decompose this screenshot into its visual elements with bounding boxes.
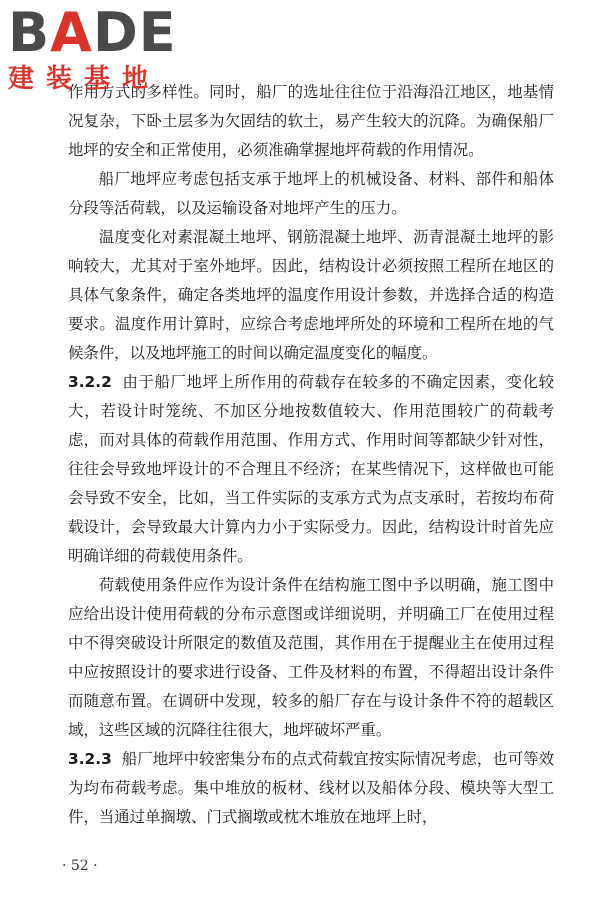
paragraph-3: 温度变化对素混凝土地坪、钢筋混凝土地坪、沥青混凝土地坪的影响较大，尤其对于室外地坪。因此，结构设计必须按照工程所在地区的具体气象条件，确定各类地坪的温度作用设计参数，并选择合适的构造要求。温度作用计算时，应综合考虑地坪所处的环境和工程所在地的气候条件，以及地坪施工的时间以确定温度变化的幅度。 [68, 228, 554, 362]
paragraph-1: 作用方式的多样性。同时，船厂的选址往往位于沿海沿江地区，地基情况复杂，下卧土层多为欠固结的软土，易产生较大的沉降。为确保船厂地坪的安全和正常使用，必须准确掌握地坪荷载的作用情况。 [68, 83, 554, 159]
clause-number: 3.2.2 [68, 373, 112, 391]
paragraph-clause-3-2-3: 3.2.3 船厂地坪中较密集分布的点式荷载宜按实际情况考虑，也可等效为均布荷载考虑。集中堆放的板材、线材以及船体分段、模块等大型工件，当通过单搁墩、门式搁墩或枕木堆放在地坪上时， [68, 750, 554, 826]
paragraph-clause-3-2-2: 3.2.2 由于船厂地坪上所作用的荷载存在较多的不确定因素，变化较大，若设计时笼统、不加区分地按数值较大、作用范围较广的荷载考虑，而对具体的荷载作用范围、作用方式、作用时间等都缺少针对性，往往会导致地坪设计的不合理且不经济；在某些情况下，这样做也可能会导致不安全，比如，当工件实际的支承方式为点支承时，若按均布荷载设计，会导致最大计算内力小于实际受力。因此，结构设计时首先应明确详细的荷载使用条件。 [68, 373, 554, 565]
logo-subtitle: 建装基地 [8, 64, 161, 94]
clause-number: 3.2.3 [68, 750, 112, 768]
bade-logo [8, 1, 178, 96]
logo-brand-text: BADE [8, 1, 177, 64]
page-number: · 52 · [62, 858, 98, 874]
paragraph-2: 船厂地坪应考虑包括支承于地坪上的机械设备、材料、部件和船体分段等活荷载，以及运输设备对地坪产生的压力。 [68, 170, 554, 217]
document-body [68, 78, 554, 832]
paragraph-5: 荷载使用条件应作为设计条件在结构施工图中予以明确，施工图中应给出设计使用荷载的分布示意图或详细说明，并明确工厂在使用过程中不得突破设计所限定的数值及范围，其作用在于提醒业主在使用过程中应按照设计的要求进行设备、工件及材料的布置，不得超出设计条件而随意布置。在调研中发现，较多的船厂存在与设计条件不符的超载区域，这些区域的沉降往往很大，地坪破坏严重。 [68, 576, 554, 739]
